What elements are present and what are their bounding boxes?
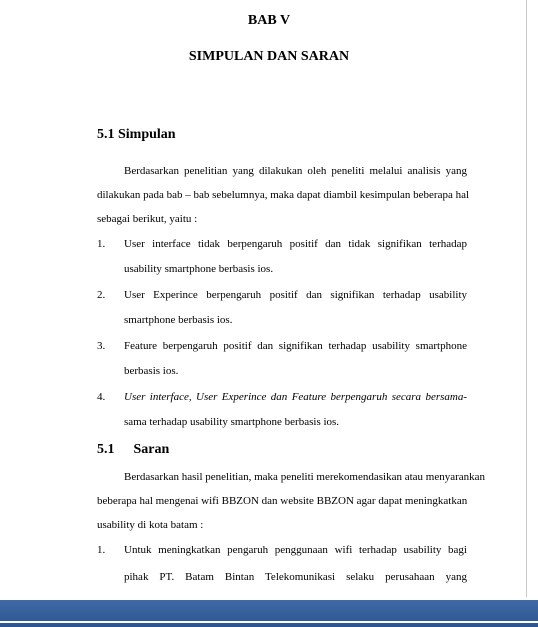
simpulan-intro-line-1: Berdasarkan penelitian yang dilakukan oleh peneliti melalui analisis yang bbox=[124, 165, 467, 177]
simpulan-item-1-line-2: usability smartphone berbasis ios. bbox=[124, 263, 274, 275]
chapter-title: SIMPULAN DAN SARAN bbox=[188, 49, 350, 64]
simpulan-item-4-number: 4. bbox=[97, 391, 106, 403]
simpulan-item-4-line-1: User interface, User Experince dan Feature berpengaruh secara bersama- bbox=[124, 391, 467, 403]
page-edge bbox=[526, 0, 527, 600]
simpulan-item-2-number: 2. bbox=[97, 289, 106, 301]
simpulan-item-1-line-1: User interface tidak berpengaruh positif dan tidak signifikan terhadap bbox=[124, 238, 467, 250]
simpulan-heading: 5.1 Simpulan bbox=[97, 127, 176, 142]
saran-item-1-line-2: pihak PT. Batam Bintan Telekomunikasi selaku perusahaan yang bbox=[124, 571, 467, 583]
simpulan-item-1-number: 1. bbox=[97, 238, 106, 250]
simpulan-item-2-line-1: User Experince berpengaruh positif dan signifikan terhadap usability bbox=[124, 289, 467, 301]
saran-heading bbox=[97, 441, 169, 459]
simpulan-item-3-line-1: Feature berpengaruh positif dan signifikan terhadap usability smartphone bbox=[124, 340, 467, 352]
simpulan-item-2-line-2: smartphone berbasis ios. bbox=[124, 314, 233, 326]
simpulan-item-3-number: 3. bbox=[97, 340, 106, 352]
simpulan-item-4-line-2: sama terhadap usability smartphone berbasis ios. bbox=[124, 416, 340, 428]
simpulan-item-3-line-2: berbasis ios. bbox=[124, 365, 179, 377]
saran-heading-title: Saran bbox=[133, 442, 170, 457]
saran-intro-line-2: beberapa hal mengenai wifi BBZON dan website BBZON agar dapat meningkatkan bbox=[97, 495, 468, 507]
saran-item-1-number: 1. bbox=[97, 544, 106, 556]
simpulan-intro-line-3: sebagai berikut, yaitu : bbox=[97, 213, 198, 225]
saran-intro-line-3: usability di kota batam : bbox=[97, 519, 204, 531]
chapter-number: BAB V bbox=[247, 13, 291, 28]
saran-item-1-line-1: Untuk meningkatkan pengaruh penggunaan wifi terhadap usability bagi bbox=[124, 544, 467, 556]
saran-intro-line-1: Berdasarkan hasil penelitian, maka peneliti merekomendasikan atau menyarankan bbox=[124, 471, 486, 483]
simpulan-intro-line-2: dilakukan pada bab – bab sebelumnya, maka dapat diambil kesimpulan beberapa hal bbox=[97, 189, 470, 201]
saran-heading-number: 5.1 bbox=[97, 442, 115, 457]
window-bottom-bar bbox=[0, 600, 538, 627]
